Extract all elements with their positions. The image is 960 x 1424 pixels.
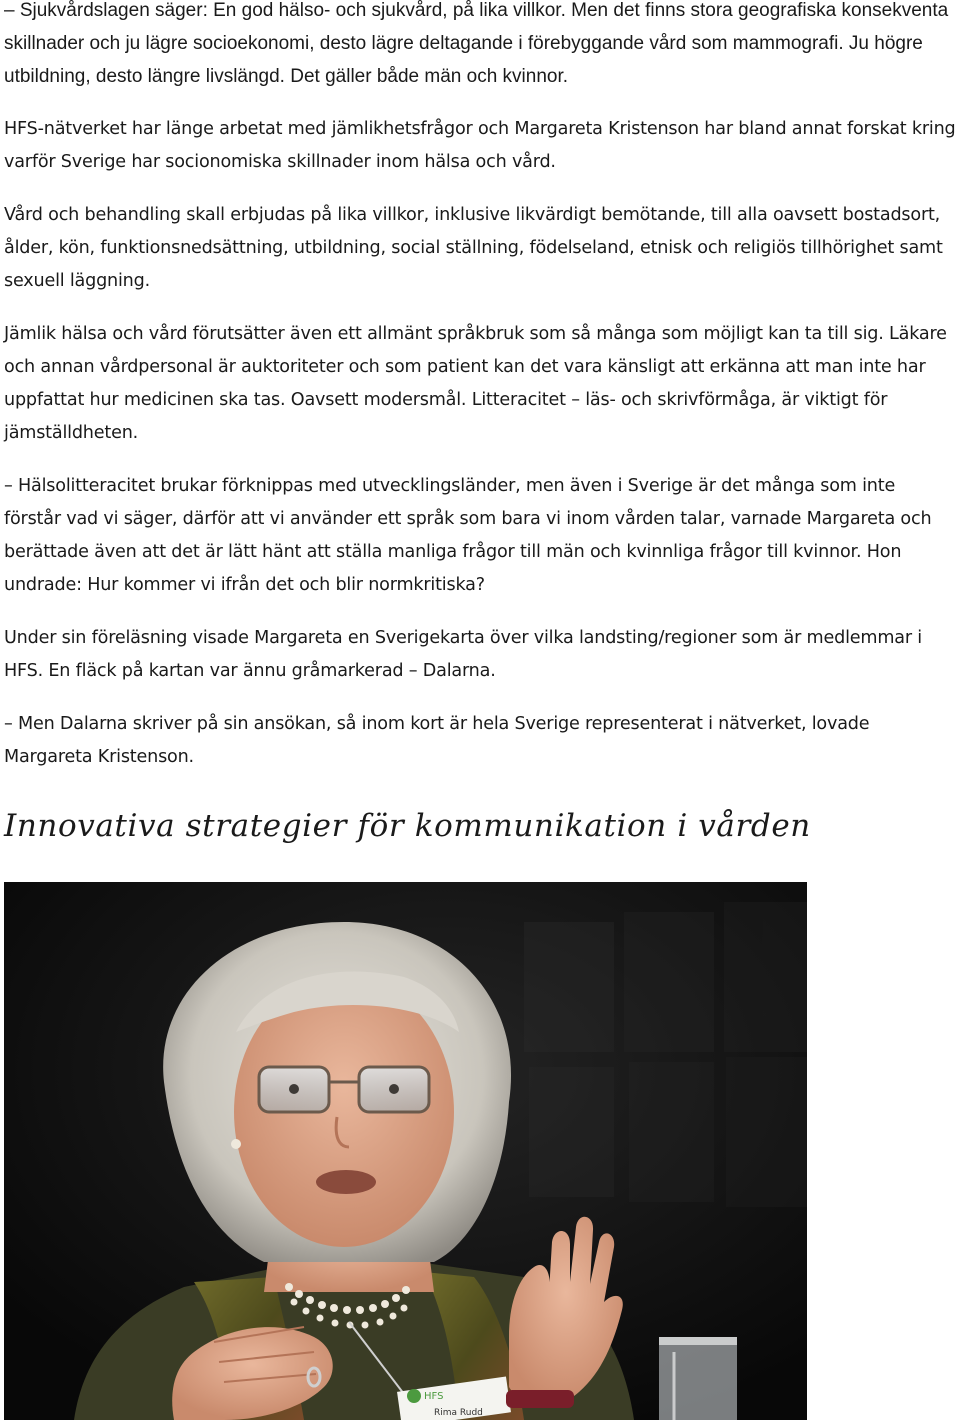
paragraph-health-literacy: – Hälsolitteracitet brukar förknippas med utvecklingsländer, men även i Sverige är det många som inte förstår vad vi säger, därför att vi använder ett språk som bara vi inom vården talar, varnade Margareta och berättade även att det är lätt hänt att ställa manliga frågor till män och kvinnliga frågor till kvinnor. Hon undrade: Hur kommer vi ifrån det och blir normkritiska? (4, 476, 932, 595)
paragraph-dalarna: – Men Dalarna skriver på sin ansökan, så inom kort är hela Sverige representerat i nätverket, lovade Margareta Kristenson. (4, 714, 870, 767)
paragraph-hfs-network: HFS-nätverket har länge arbetat med jämlikhetsfrågor och Margareta Kristenson har bland annat forskat kring varför Sverige har socionomiska skillnader inom hälsa och vård. (4, 119, 956, 172)
water-glass (659, 1337, 737, 1420)
speaker-mouth (316, 1170, 376, 1194)
speaker-photo (4, 882, 807, 1420)
badge-logo-text: HFS (424, 1391, 444, 1402)
section-heading: Innovativa strategier för kommunikation i vården (4, 808, 811, 844)
article-page (4, 0, 956, 846)
paragraph-map: Under sin föreläsning visade Margareta en Sverigekarta över vilka landsting/regioner som är medlemmar i HFS. En fläck på kartan var ännu gråmarkerad – Dalarna. (4, 628, 922, 681)
paragraph-equal-care: Vård och behandling skall erbjudas på lika villkor, inklusive likvärdigt bemötande, till alla oavsett bostadsort, ålder, kön, funktionsnedsättning, utbildning, social ställning, födelseland, etnisk och religiös tillhörighet samt sexuell läggning. (4, 205, 943, 291)
paragraph-lead: – Sjukvårdslagen säger: En god hälso- och sjukvård, på lika villkor. Men det finns stora geografiska konsekventa skillnader och ju lägre socioekonomi, desto lägre deltagande i förebyggande vård som mammografi. Ju högre utbildning, desto längre livslängd. Det gäller både män och kvinnor. (4, 0, 949, 87)
paragraph-language: Jämlik hälsa och vård förutsätter även ett allmänt språkbruk som så många som möjligt kan ta till sig. Läkare och annan vårdpersonal är auktoriteter och som patient kan det vara känsligt att erkänna att man inte har uppfattat hur medicinen ska tas. Oavsett modersmål. Litteracitet – läs- och skrivförmåga, är viktigt för jämställdheten. (4, 324, 947, 443)
badge-name-text: Rima Rudd (434, 1408, 483, 1418)
